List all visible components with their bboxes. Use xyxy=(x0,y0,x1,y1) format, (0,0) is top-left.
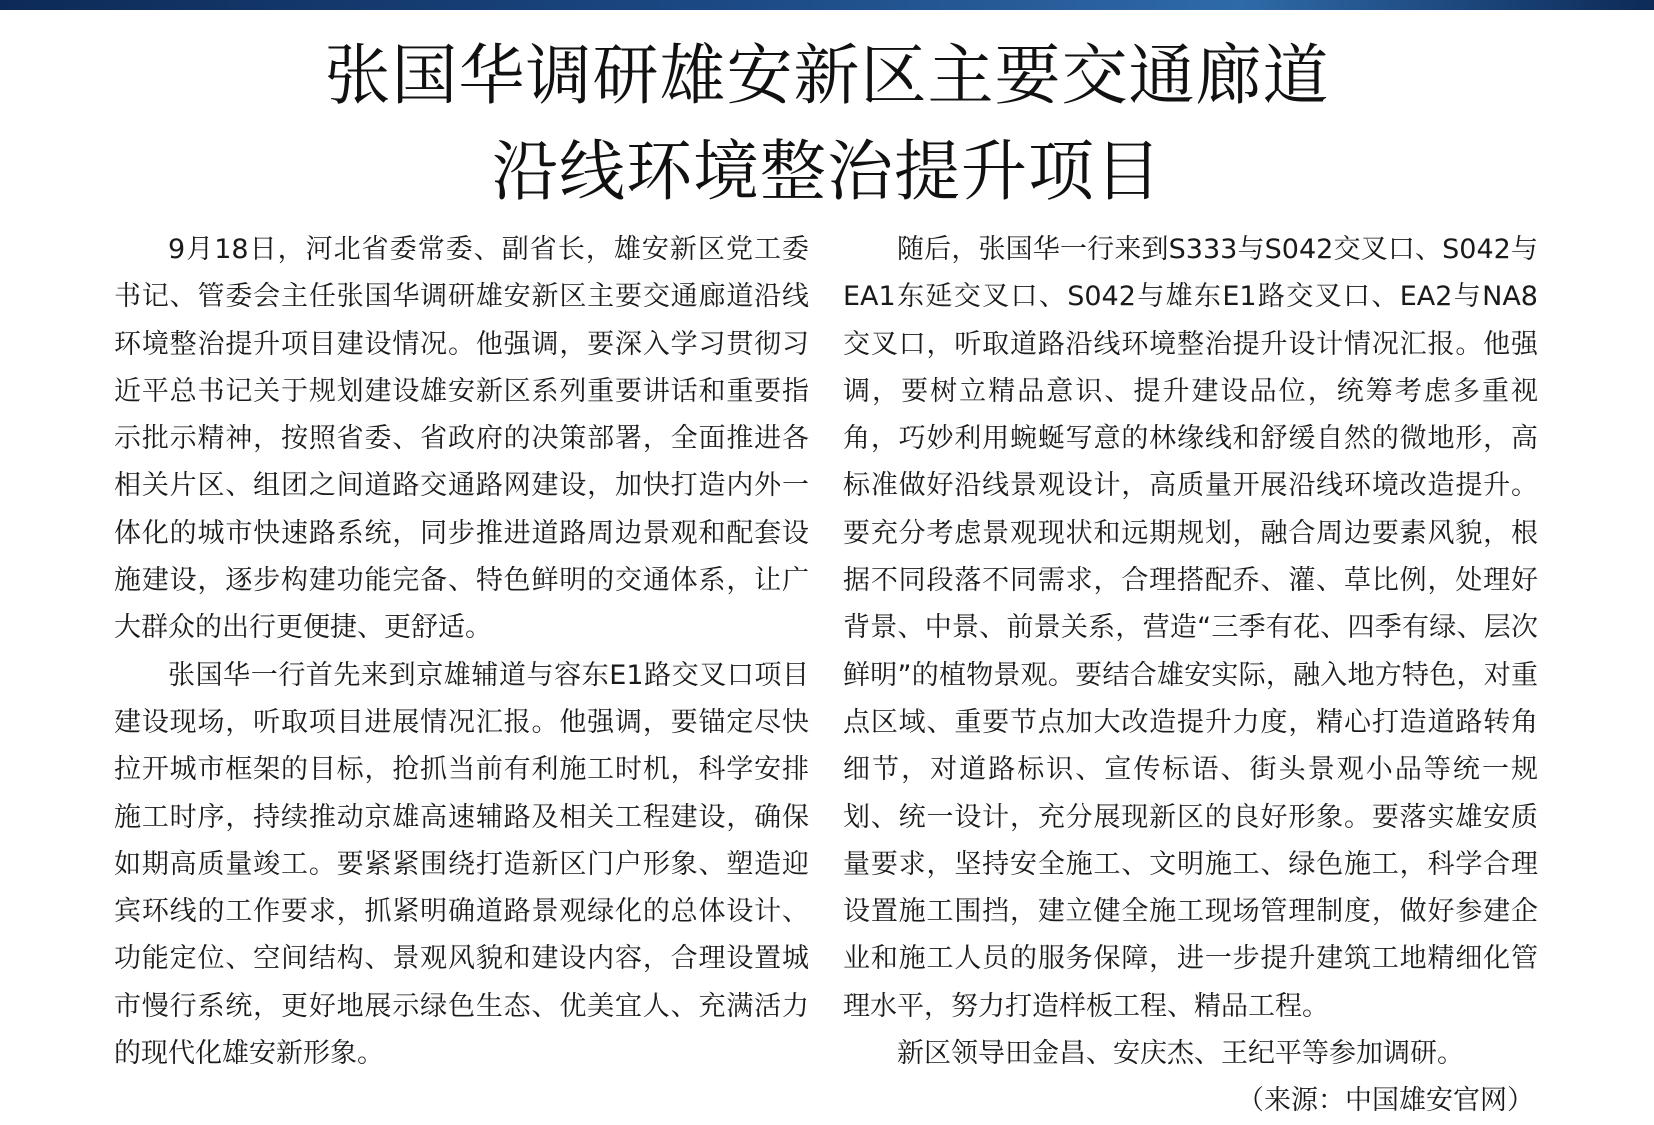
article-paragraph-1: 9月18日，河北省委常委、副省长，雄安新区党工委书记、管委会主任张国华调研雄安新区主要交通廊道沿线环境整治提升项目建设情况。他强调，要深入学习贯彻习近平总书记关于规划建设雄安新区系列重要讲话和重要指示批示精神，按照省委、省政府的决策部署，全面推进各相关片区、组团之间道路交通路网建设，加快打造内外一体化的城市快速路系统，同步推进道路周边景观和配套设施建设，逐步构建功能完备、特色鲜明的交通体系，让广大群众的出行更便捷、更舒适。 xyxy=(114,234,809,644)
headline-line-1: 张国华调研雄安新区主要交通廊道 xyxy=(324,37,1330,114)
article-source: （来源：中国雄安官网） xyxy=(1237,1085,1534,1117)
article-column-left xyxy=(114,226,809,1077)
article-paragraph-4: 新区领导田金昌、安庆杰、王纪平等参加调研。 xyxy=(897,1038,1464,1070)
headline-line-2: 沿线环境整治提升项目 xyxy=(492,133,1162,210)
article-headline xyxy=(0,28,1654,220)
article-paragraph-3: 随后，张国华一行来到S333与S042交叉口、S042与EA1东延交叉口、S042与雄东E1路交叉口、EA2与NA8交叉口，听取道路沿线环境整治提升设计情况汇报。他强调，要树立精品意识、提升建设品位，统筹考虑多重视角，巧妙利用蜿蜒写意的林缘线和舒缓自然的微地形，高标准做好沿线景观设计，高质量开展沿线环境改造提升。要充分考虑景观现状和远期规划，融合周边要素风貌，根据不同段落不同需求，合理搭配乔、灌、草比例，处理好背景、中景、前景关系，营造“三季有花、四季有绿、层次鲜明”的植物景观。要结合雄安实际，融入地方特色，对重点区域、重要节点加大改造提升力度，精心打造道路转角细节，对道路标识、宣传标语、街头景观小品等统一规划、统一设计，充分展现新区的良好形象。要落实雄安质量要求，坚持安全施工、文明施工、绿色施工，科学合理设置施工围挡，建立健全施工现场管理制度，做好参建企业和施工人员的服务保障，进一步提升建筑工地精细化管理水平，努力打造样板工程、精品工程。 xyxy=(843,234,1538,1022)
article-column-right xyxy=(843,226,1538,1125)
top-accent-bar xyxy=(0,0,1654,10)
article-paragraph-2: 张国华一行首先来到京雄辅道与容东E1路交叉口项目建设现场，听取项目进展情况汇报。他强调，要锚定尽快拉开城市框架的目标，抢抓当前有利施工时机，科学安排施工时序，持续推动京雄高速辅路及相关工程建设，确保如期高质量竣工。要紧紧围绕打造新区门户形象、塑造迎宾环线的工作要求，抓紧明确道路景观绿化的总体设计、功能定位、空间结构、景观风貌和建设内容，合理设置城市慢行系统，更好地展示绿色生态、优美宜人、充满活力的现代化雄安新形象。 xyxy=(114,659,809,1070)
